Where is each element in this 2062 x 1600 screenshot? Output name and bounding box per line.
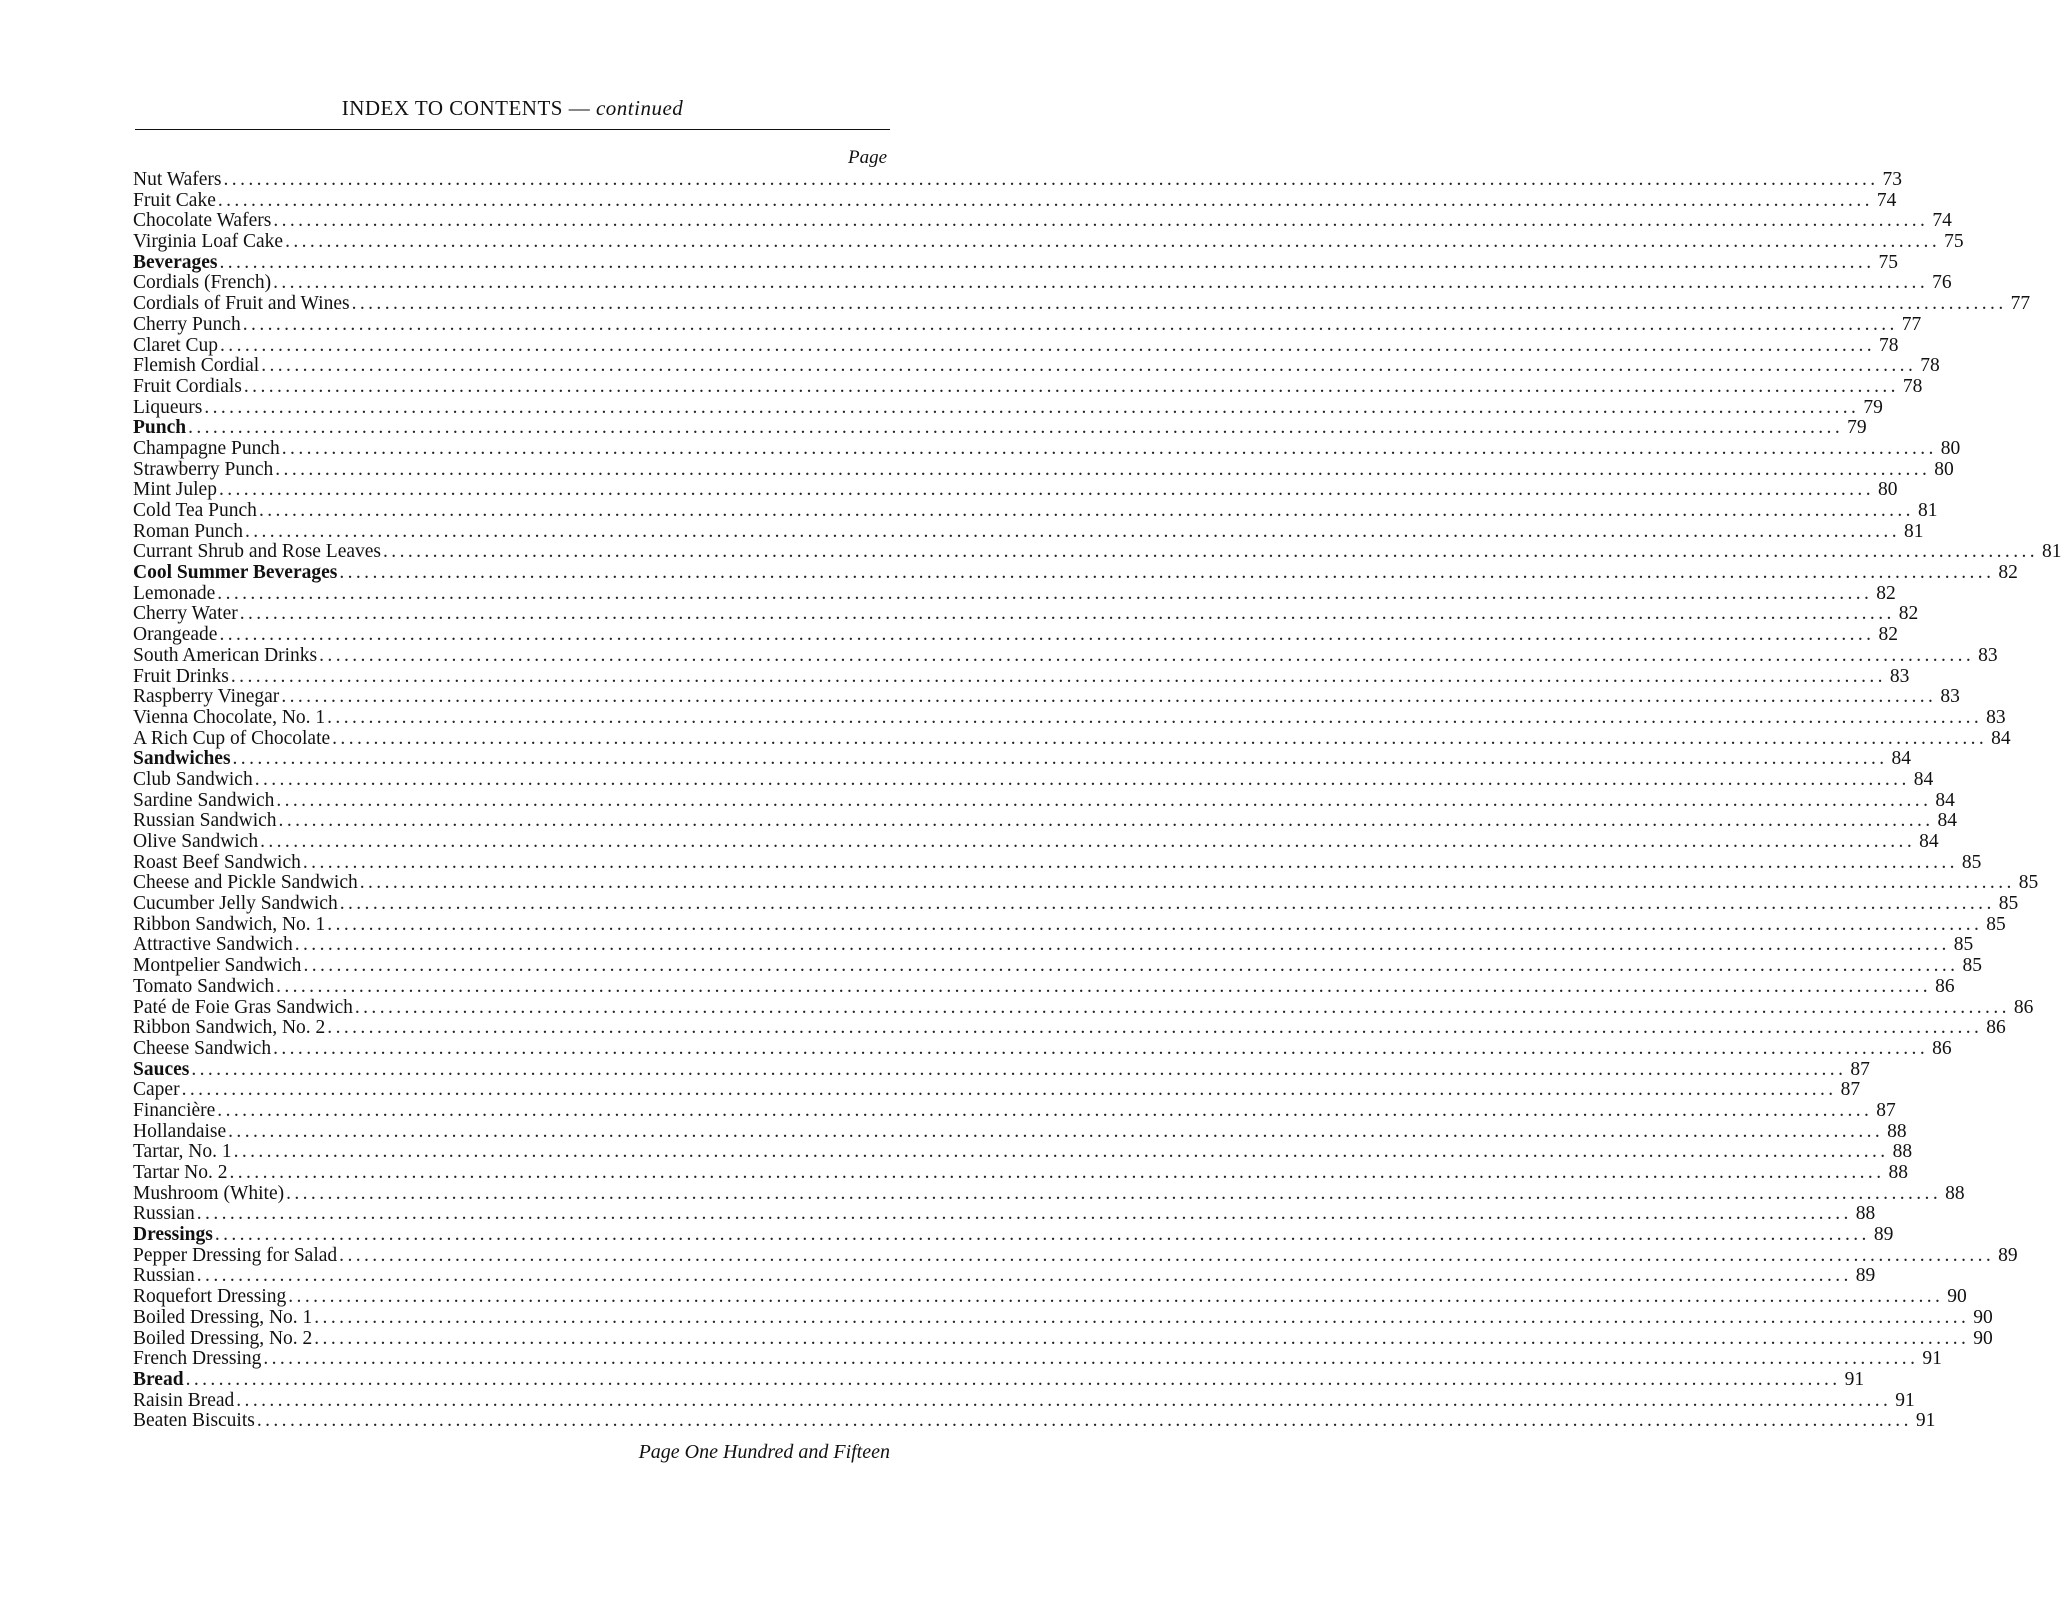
entry-page-number: 82 xyxy=(1998,562,2018,584)
contents-list xyxy=(133,169,2062,1432)
dot-leader: ........................................................................................................................................................................................................ xyxy=(359,872,2015,894)
dot-leader: ........................................................................................................................................................................................................ xyxy=(236,1389,1892,1411)
contents-entry xyxy=(133,541,2062,563)
contents-entry xyxy=(133,1306,1993,1329)
section-heading-row xyxy=(133,1058,1870,1081)
entry-page-number: 73 xyxy=(1882,169,1903,190)
dot-leader: ........................................................................................................................................................................................................ xyxy=(278,810,1934,832)
entry-title: Sardine Sandwich xyxy=(133,789,275,811)
dot-leader: ........................................................................................................................................................................................................ xyxy=(276,789,1932,811)
contents-entry xyxy=(133,1099,1896,1122)
entry-title: Claret Cup xyxy=(133,334,219,356)
entry-page-number: 80 xyxy=(1877,479,1898,501)
section-heading-row xyxy=(133,1224,1894,1246)
dot-leader: ........................................................................................................................................................................................................ xyxy=(339,1244,1995,1266)
contents-entry xyxy=(133,313,1922,336)
contents-entry xyxy=(133,686,1960,708)
entry-title: South American Drinks xyxy=(133,644,318,666)
dot-leader: ........................................................................................................................................................................................................ xyxy=(314,1306,1970,1328)
contents-entry xyxy=(133,1017,2006,1039)
entry-title: Punch xyxy=(133,417,187,439)
dot-leader: ........................................................................................................................................................................................................ xyxy=(217,582,1873,604)
dot-leader: ........................................................................................................................................................................................................ xyxy=(351,293,2007,315)
entry-page-number: 78 xyxy=(1920,355,1940,377)
section-heading-row xyxy=(133,417,1867,439)
contents-entry xyxy=(133,231,1964,253)
dot-leader: ........................................................................................................................................................................................................ xyxy=(228,1120,1884,1142)
entry-title: Montpelier Sandwich xyxy=(133,955,302,977)
contents-entry xyxy=(133,975,1955,998)
entry-page-number: 77 xyxy=(1901,313,1922,335)
entry-title: Russian xyxy=(133,1265,195,1287)
contents-entry xyxy=(133,727,2011,750)
entry-page-number: 89 xyxy=(1873,1224,1894,1246)
entry-page-number: 85 xyxy=(2018,872,2039,894)
contents-entry xyxy=(133,293,2031,315)
entry-page-number: 81 xyxy=(1917,500,1938,521)
entry-page-number: 84 xyxy=(1913,768,1934,790)
dot-leader: ........................................................................................................................................................................................................ xyxy=(258,500,1914,521)
dot-leader: ........................................................................................................................................................................................................ xyxy=(219,251,1875,273)
dot-leader: ........................................................................................................................................................................................................ xyxy=(263,1348,1919,1370)
entry-page-number: 88 xyxy=(1855,1203,1876,1225)
entry-title: Roast Beef Sandwich xyxy=(133,851,301,873)
entry-page-number: 84 xyxy=(1991,727,2011,749)
entry-title: Financière xyxy=(133,1099,216,1121)
entry-page-number: 91 xyxy=(1844,1368,1865,1390)
dot-leader: ........................................................................................................................................................................................................ xyxy=(261,355,1917,377)
entry-page-number: 86 xyxy=(1935,975,1955,997)
contents-entry xyxy=(133,1244,2018,1267)
entry-page-number: 84 xyxy=(1919,831,1939,852)
dot-leader: ........................................................................................................................................................................................................ xyxy=(242,313,1898,335)
dot-leader: ........................................................................................................................................................................................................ xyxy=(214,1224,1870,1246)
contents-entry xyxy=(133,706,2006,729)
entry-page-number: 82 xyxy=(1878,624,1898,646)
dot-leader: ........................................................................................................................................................................................................ xyxy=(332,727,1988,749)
entry-page-number: 76 xyxy=(1932,272,1952,294)
contents-entry xyxy=(133,210,1952,232)
dot-leader: ........................................................................................................................................................................................................ xyxy=(217,189,1873,211)
entry-title: Orangeade xyxy=(133,624,218,646)
dot-leader: ........................................................................................................................................................................................................ xyxy=(256,1410,1912,1432)
contents-entry xyxy=(133,851,1982,874)
entry-title: Lemonade xyxy=(133,582,216,604)
entry-title: Fruit Cake xyxy=(133,189,216,211)
contents-entry xyxy=(133,934,1974,956)
entry-page-number: 80 xyxy=(1940,437,1961,459)
entry-page-number: 84 xyxy=(1935,789,1955,811)
entry-page-number: 81 xyxy=(1903,520,1924,542)
entry-page-number: 91 xyxy=(1895,1389,1915,1411)
dot-leader: ........................................................................................................................................................................................................ xyxy=(276,975,1932,997)
entry-title: Russian xyxy=(133,1203,195,1225)
entry-page-number: 88 xyxy=(1888,1162,1908,1183)
entry-title: Paté de Foie Gras Sandwich xyxy=(133,996,353,1018)
section-heading-row xyxy=(133,1368,1865,1391)
section-heading-row xyxy=(133,748,1912,770)
contents-entry xyxy=(133,893,2019,915)
entry-page-number: 88 xyxy=(1945,1182,1965,1204)
entry-title: Attractive Sandwich xyxy=(133,934,293,956)
entry-title: Cherry Punch xyxy=(133,313,241,335)
dot-leader: ........................................................................................................................................................................................................ xyxy=(286,1182,1942,1204)
entry-title: Vienna Chocolate, No. 1 xyxy=(133,706,326,728)
entry-page-number: 90 xyxy=(1973,1327,1993,1349)
entry-page-number: 77 xyxy=(2010,293,2031,315)
entry-title: Tartar, No. 1 xyxy=(133,1141,232,1163)
dot-leader: ........................................................................................................................................................................................................ xyxy=(181,1079,1837,1101)
dot-leader: ........................................................................................................................................................................................................ xyxy=(223,169,1879,190)
entry-page-number: 85 xyxy=(1962,955,1982,977)
entry-page-number: 88 xyxy=(1892,1141,1913,1163)
contents-entry xyxy=(133,500,1938,522)
entry-page-number: 74 xyxy=(1876,189,1897,211)
contents-entry xyxy=(133,458,1954,481)
contents-entry xyxy=(133,955,1982,977)
contents-entry xyxy=(133,872,2039,894)
entry-title: Beaten Biscuits xyxy=(133,1410,255,1432)
header-dash: — xyxy=(562,96,596,120)
dot-leader: ........................................................................................................................................................................................................ xyxy=(219,624,1875,646)
entry-page-number: 83 xyxy=(1889,665,1910,687)
entry-title: Fruit Cordials xyxy=(133,375,242,397)
entry-title: Cheese Sandwich xyxy=(133,1037,272,1059)
entry-title: Roman Punch xyxy=(133,520,243,542)
dot-leader: ........................................................................................................................................................................................................ xyxy=(254,768,1910,790)
entry-title: Chocolate Wafers xyxy=(133,210,272,232)
contents-entry xyxy=(133,1348,1942,1370)
dot-leader: ........................................................................................................................................................................................................ xyxy=(217,1099,1873,1121)
header-rule xyxy=(135,129,890,130)
contents-entry xyxy=(133,1410,1936,1432)
entry-page-number: 86 xyxy=(1986,1017,2006,1039)
dot-leader: ........................................................................................................................................................................................................ xyxy=(204,396,1860,418)
entry-title: Cordials of Fruit and Wines xyxy=(133,293,350,315)
entry-page-number: 75 xyxy=(1878,251,1898,273)
page-footer: Page One Hundred and Fifteen xyxy=(638,1441,890,1463)
entry-title: Strawberry Punch xyxy=(133,458,274,480)
dot-leader: ........................................................................................................................................................................................................ xyxy=(285,231,1941,253)
dot-leader: ........................................................................................................................................................................................................ xyxy=(275,458,1931,480)
dot-leader: ........................................................................................................................................................................................................ xyxy=(383,541,2039,563)
entry-title: Bread xyxy=(133,1368,184,1390)
entry-title: Ribbon Sandwich, No. 2 xyxy=(133,1017,326,1039)
dot-leader: ........................................................................................................................................................................................................ xyxy=(230,665,1886,687)
dot-leader: ........................................................................................................................................................................................................ xyxy=(288,1286,1944,1308)
entry-page-number: 85 xyxy=(1961,851,1982,873)
entry-title: Sandwiches xyxy=(133,748,231,770)
contents-entry xyxy=(133,334,1899,357)
entry-title: Boiled Dressing, No. 2 xyxy=(133,1327,313,1349)
entry-page-number: 89 xyxy=(1855,1265,1876,1287)
contents-entry xyxy=(133,624,1898,646)
contents-entry xyxy=(133,810,1958,832)
contents-entry xyxy=(133,375,1923,398)
contents-entry xyxy=(133,1286,1967,1308)
dot-leader: ........................................................................................................................................................................................................ xyxy=(244,520,1900,542)
dot-leader: ........................................................................................................................................................................................................ xyxy=(327,913,1983,935)
contents-entry xyxy=(133,396,1883,419)
dot-leader: ........................................................................................................................................................................................................ xyxy=(319,644,1975,666)
entry-title: Virginia Loaf Cake xyxy=(133,231,284,253)
entry-title: A Rich Cup of Chocolate xyxy=(133,727,331,749)
entry-page-number: 84 xyxy=(1937,810,1958,832)
section-heading-row xyxy=(133,562,2018,584)
contents-entry xyxy=(133,479,1898,501)
entry-title: French Dressing xyxy=(133,1348,262,1370)
entry-page-number: 87 xyxy=(1876,1099,1896,1121)
dot-leader: ........................................................................................................................................................................................................ xyxy=(339,893,1995,915)
dot-leader: ........................................................................................................................................................................................................ xyxy=(273,272,1929,294)
dot-leader: ........................................................................................................................................................................................................ xyxy=(188,417,1844,439)
entry-page-number: 85 xyxy=(1953,934,1974,956)
entry-title: Hollandaise xyxy=(133,1120,227,1142)
contents-entry xyxy=(133,996,2034,1019)
entry-page-number: 83 xyxy=(1940,686,1960,708)
entry-page-number: 88 xyxy=(1887,1120,1907,1142)
entry-page-number: 90 xyxy=(1947,1286,1967,1308)
entry-title: Cucumber Jelly Sandwich xyxy=(133,893,338,915)
dot-leader: ........................................................................................................................................................................................................ xyxy=(303,955,1959,977)
entry-title: Tartar No. 2 xyxy=(133,1162,228,1183)
dot-leader: ........................................................................................................................................................................................................ xyxy=(281,437,1937,459)
entry-title: Raspberry Vinegar xyxy=(133,686,280,708)
entry-title: Nut Wafers xyxy=(133,169,222,190)
entry-page-number: 89 xyxy=(1998,1244,2018,1266)
contents-entry xyxy=(133,1037,1952,1060)
entry-title: Tomato Sandwich xyxy=(133,975,275,997)
contents-entry xyxy=(133,1265,1876,1287)
contents-entry xyxy=(133,665,1910,688)
entry-title: Russian Sandwich xyxy=(133,810,277,832)
entry-page-number: 84 xyxy=(1891,748,1912,770)
entry-page-number: 83 xyxy=(1978,644,1998,666)
entry-title: Currant Shrub and Rose Leaves xyxy=(133,541,382,563)
entry-title: Ribbon Sandwich, No. 1 xyxy=(133,913,326,935)
contents-entry xyxy=(133,603,1919,625)
dot-leader: ........................................................................................................................................................................................................ xyxy=(294,934,1950,956)
dot-leader: ........................................................................................................................................................................................................ xyxy=(243,375,1899,397)
entry-title: Roquefort Dressing xyxy=(133,1286,287,1308)
index-header xyxy=(135,96,890,121)
header-title: INDEX TO CONTENTS xyxy=(341,96,563,120)
contents-entry xyxy=(133,582,1896,605)
entry-page-number: 80 xyxy=(1934,458,1954,480)
dot-leader: ........................................................................................................................................................................................................ xyxy=(229,1162,1885,1183)
dot-leader: ........................................................................................................................................................................................................ xyxy=(196,1265,1852,1287)
contents-entry xyxy=(133,189,1897,212)
entry-title: Flemish Cordial xyxy=(133,355,260,377)
entry-page-number: 85 xyxy=(1998,893,2019,915)
entry-title: Mint Julep xyxy=(133,479,217,501)
entry-page-number: 86 xyxy=(2013,996,2034,1018)
entry-title: Club Sandwich xyxy=(133,768,253,790)
contents-entry xyxy=(133,768,1934,791)
entry-title: Cold Tea Punch xyxy=(133,500,257,521)
entry-title: Raisin Bread xyxy=(133,1389,235,1411)
entry-title: Sauces xyxy=(133,1058,190,1080)
entry-page-number: 78 xyxy=(1879,334,1899,356)
dot-leader: ........................................................................................................................................................................................................ xyxy=(185,1368,1841,1390)
dot-leader: ........................................................................................................................................................................................................ xyxy=(220,334,1876,356)
contents-entry xyxy=(133,355,1940,377)
entry-page-number: 87 xyxy=(1840,1079,1861,1101)
contents-entry xyxy=(133,1203,1876,1225)
entry-title: Caper xyxy=(133,1079,180,1101)
dot-leader: ........................................................................................................................................................................................................ xyxy=(233,1141,1889,1163)
dot-leader: ........................................................................................................................................................................................................ xyxy=(273,1037,1929,1059)
entry-title: Liqueurs xyxy=(133,396,203,418)
dot-leader: ........................................................................................................................................................................................................ xyxy=(327,1017,1983,1039)
contents-entry xyxy=(133,1141,1913,1163)
dot-leader: ........................................................................................................................................................................................................ xyxy=(281,686,1937,708)
dot-leader: ........................................................................................................................................................................................................ xyxy=(232,748,1888,770)
dot-leader: ........................................................................................................................................................................................................ xyxy=(302,851,1958,873)
entry-title: Beverages xyxy=(133,251,218,273)
entry-page-number: 82 xyxy=(1898,603,1919,625)
contents-entry xyxy=(133,1162,1908,1184)
contents-entry xyxy=(133,169,1903,191)
contents-entry xyxy=(133,644,1998,667)
contents-entry xyxy=(133,1389,1915,1412)
contents-entry xyxy=(133,1327,1993,1350)
dot-leader: ........................................................................................................................................................................................................ xyxy=(191,1058,1847,1080)
entry-page-number: 85 xyxy=(1986,913,2006,935)
entry-title: Fruit Drinks xyxy=(133,665,229,687)
dot-leader: ........................................................................................................................................................................................................ xyxy=(314,1327,1970,1349)
entry-page-number: 79 xyxy=(1863,396,1883,418)
entry-page-number: 91 xyxy=(1922,1348,1942,1370)
entry-title: Cheese and Pickle Sandwich xyxy=(133,872,358,894)
entry-title: Champagne Punch xyxy=(133,437,280,459)
contents-entry xyxy=(133,520,1924,543)
page-column-label: Page xyxy=(848,147,888,168)
contents-entry xyxy=(133,913,2006,936)
entry-title: Cherry Water xyxy=(133,603,238,625)
entry-page-number: 79 xyxy=(1847,417,1867,439)
entry-page-number: 90 xyxy=(1973,1306,1993,1328)
contents-entry xyxy=(133,1079,1861,1101)
entry-page-number: 91 xyxy=(1915,1410,1936,1432)
dot-leader: ........................................................................................................................................................................................................ xyxy=(354,996,2010,1018)
entry-title: Olive Sandwich xyxy=(133,831,259,852)
header-continued: continued xyxy=(595,96,684,120)
dot-leader: ........................................................................................................................................................................................................ xyxy=(339,562,1995,584)
entry-title: Pepper Dressing for Salad xyxy=(133,1244,338,1266)
dot-leader: ........................................................................................................................................................................................................ xyxy=(239,603,1895,625)
entry-page-number: 74 xyxy=(1932,210,1952,232)
contents-entry xyxy=(133,1182,1965,1205)
entry-title: Cordials (French) xyxy=(133,272,272,294)
contents-entry xyxy=(133,437,1961,460)
entry-title: Dressings xyxy=(133,1224,213,1246)
entry-page-number: 86 xyxy=(1932,1037,1952,1059)
dot-leader: ........................................................................................................................................................................................................ xyxy=(218,479,1874,501)
section-heading-row xyxy=(133,251,1898,274)
entry-page-number: 75 xyxy=(1944,231,1964,253)
dot-leader: ........................................................................................................................................................................................................ xyxy=(196,1203,1852,1225)
entry-page-number: 81 xyxy=(2042,541,2062,563)
entry-page-number: 82 xyxy=(1876,582,1896,604)
entry-page-number: 87 xyxy=(1850,1058,1870,1080)
entry-title: Mushroom (White) xyxy=(133,1182,285,1204)
contents-entry xyxy=(133,789,1955,812)
contents-entry xyxy=(133,272,1952,294)
dot-leader: ........................................................................................................................................................................................................ xyxy=(260,831,1916,852)
contents-entry xyxy=(133,831,1939,853)
entry-title: Cool Summer Beverages xyxy=(133,562,338,584)
entry-title: Boiled Dressing, No. 1 xyxy=(133,1306,313,1328)
contents-entry xyxy=(133,1120,1907,1143)
entry-page-number: 83 xyxy=(1986,706,2006,728)
entry-page-number: 78 xyxy=(1902,375,1923,397)
dot-leader: ........................................................................................................................................................................................................ xyxy=(327,706,1983,728)
dot-leader: ........................................................................................................................................................................................................ xyxy=(273,210,1929,232)
